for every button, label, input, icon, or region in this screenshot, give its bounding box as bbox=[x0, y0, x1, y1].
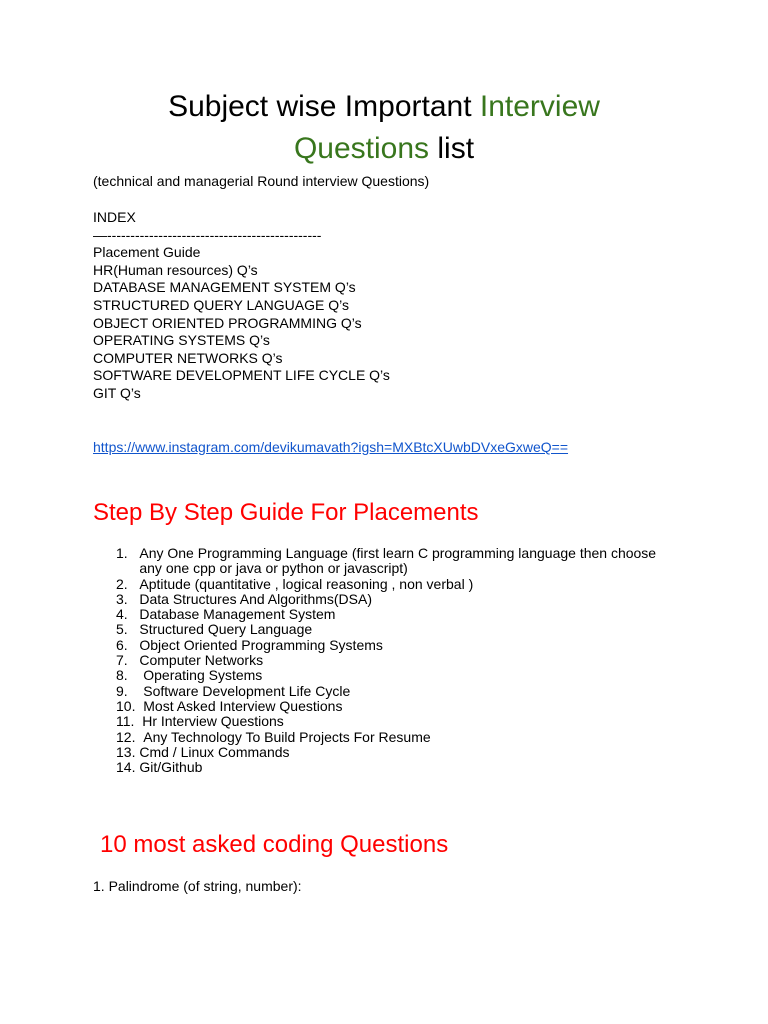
list-text: Computer Networks bbox=[139, 652, 264, 669]
title-text-green: Interview bbox=[479, 90, 600, 123]
list-item bbox=[116, 668, 676, 683]
list-item bbox=[116, 699, 676, 714]
steps-list bbox=[116, 546, 676, 775]
list-text: Database Management System bbox=[139, 606, 336, 623]
index-item: COMPUTER NETWORKS Q’s bbox=[93, 349, 283, 366]
index-item: DATABASE MANAGEMENT SYSTEM Q’s bbox=[93, 279, 356, 296]
index-section bbox=[93, 209, 390, 403]
list-item bbox=[116, 546, 676, 577]
list-number: 9. bbox=[116, 682, 140, 699]
index-item: STRUCTURED QUERY LANGUAGE Q’s bbox=[93, 296, 349, 313]
index-item: GIT Q’s bbox=[93, 384, 141, 401]
index-heading: INDEX bbox=[93, 209, 136, 225]
list-number: 13. bbox=[116, 743, 140, 760]
index-item: SOFTWARE DEVELOPMENT LIFE CYCLE Q’s bbox=[93, 367, 390, 384]
list-number: 2. bbox=[116, 575, 140, 592]
list-number: 5. bbox=[116, 621, 140, 638]
title-text-black: Subject wise Important bbox=[168, 90, 480, 123]
list-number: 14. bbox=[116, 759, 140, 776]
list-item bbox=[116, 592, 676, 607]
list-number: 1. bbox=[116, 545, 140, 561]
steps-heading: Step By Step Guide For Placements bbox=[93, 499, 479, 526]
list-text: Data Structures And Algorithms(DSA) bbox=[139, 590, 373, 607]
list-item bbox=[116, 730, 676, 745]
subtitle: (technical and managerial Round interview Questions) bbox=[93, 173, 430, 189]
list-text: Any One Programming Language (first learn C programming language then choose any one cpp or java or python or javascript) bbox=[139, 545, 660, 577]
list-number: 12. bbox=[116, 728, 144, 745]
index-item: OBJECT ORIENTED PROGRAMMING Q’s bbox=[93, 314, 362, 331]
list-item bbox=[116, 745, 676, 760]
list-number: 8. bbox=[116, 667, 140, 684]
index-item: Placement Guide bbox=[93, 244, 201, 261]
list-text: Any Technology To Build Projects For Resume bbox=[143, 728, 431, 745]
index-divider: —---------------------------------------------- bbox=[93, 226, 322, 243]
list-number: 6. bbox=[116, 636, 140, 653]
list-item bbox=[116, 622, 676, 637]
list-number: 7. bbox=[116, 652, 140, 669]
list-text: Most Asked Interview Questions bbox=[143, 697, 343, 714]
list-number: 3. bbox=[116, 590, 140, 607]
list-item bbox=[116, 760, 676, 775]
instagram-link[interactable]: https://www.instagram.com/devikumavath?igsh=MXBtcXUwbDVxeGxweQ== bbox=[93, 439, 569, 455]
list-number: 11. bbox=[116, 713, 143, 730]
document-title bbox=[0, 86, 768, 170]
index-item: HR(Human resources) Q’s bbox=[93, 261, 258, 278]
list-number: 10. bbox=[116, 697, 144, 714]
list-text: Git/Github bbox=[139, 759, 203, 776]
list-item bbox=[116, 714, 676, 729]
list-item bbox=[116, 653, 676, 668]
coding-heading: 10 most asked coding Questions bbox=[100, 831, 449, 858]
index-item: OPERATING SYSTEMS Q’s bbox=[93, 332, 270, 349]
list-text: Aptitude (quantitative , logical reasoning , non verbal ) bbox=[139, 575, 474, 592]
list-item bbox=[116, 577, 676, 592]
list-text: Software Development Life Cycle bbox=[139, 682, 351, 699]
list-number: 4. bbox=[116, 606, 140, 623]
list-item bbox=[116, 607, 676, 622]
title-text-black-2: list bbox=[429, 132, 475, 165]
list-text: Object Oriented Programming Systems bbox=[139, 636, 383, 653]
list-text: Cmd / Linux Commands bbox=[139, 743, 290, 760]
title-text-green-2: Questions bbox=[293, 132, 430, 165]
coding-question-1: 1. Palindrome (of string, number): bbox=[93, 878, 302, 894]
list-text: Hr Interview Questions bbox=[142, 713, 284, 730]
list-text: Operating Systems bbox=[139, 667, 263, 684]
list-item bbox=[116, 684, 676, 699]
list-item bbox=[116, 638, 676, 653]
list-text: Structured Query Language bbox=[139, 621, 313, 638]
